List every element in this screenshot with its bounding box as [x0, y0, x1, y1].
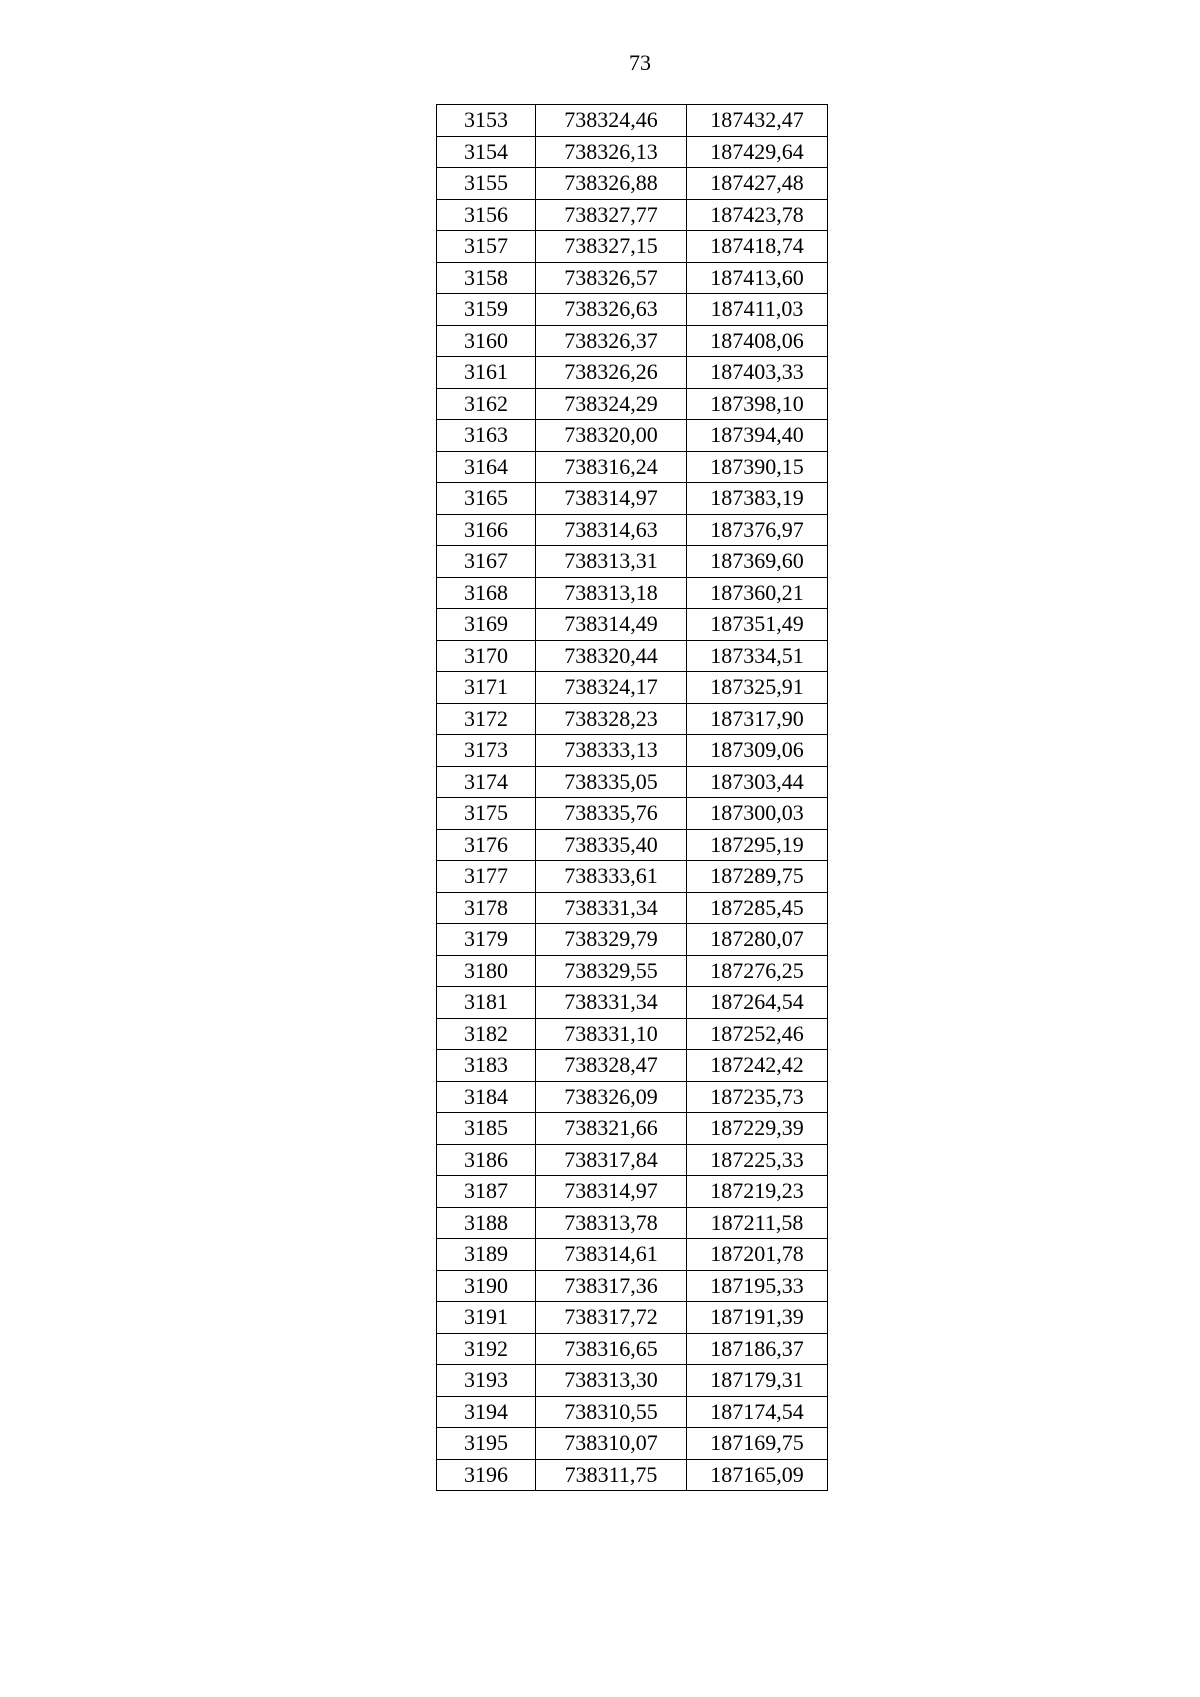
x-coordinate-cell: 738316,24	[536, 451, 687, 483]
y-coordinate-cell: 187408,06	[687, 325, 828, 357]
point-number-cell: 3192	[437, 1333, 536, 1365]
x-coordinate-cell: 738324,29	[536, 388, 687, 420]
point-number-cell: 3171	[437, 672, 536, 704]
y-coordinate-cell: 187195,33	[687, 1270, 828, 1302]
y-coordinate-cell: 187242,42	[687, 1050, 828, 1082]
x-coordinate-cell: 738327,77	[536, 199, 687, 231]
table-row	[437, 388, 828, 420]
point-number-cell: 3155	[437, 168, 536, 200]
table-row	[437, 609, 828, 641]
y-coordinate-cell: 187411,03	[687, 294, 828, 326]
table-row	[437, 1176, 828, 1208]
x-coordinate-cell: 738316,65	[536, 1333, 687, 1365]
point-number-cell: 3169	[437, 609, 536, 641]
point-number-cell: 3185	[437, 1113, 536, 1145]
table-row	[437, 325, 828, 357]
point-number-cell: 3162	[437, 388, 536, 420]
y-coordinate-cell: 187211,58	[687, 1207, 828, 1239]
x-coordinate-cell: 738329,55	[536, 955, 687, 987]
x-coordinate-cell: 738321,66	[536, 1113, 687, 1145]
table-row	[437, 1365, 828, 1397]
table-row	[437, 168, 828, 200]
point-number-cell: 3193	[437, 1365, 536, 1397]
y-coordinate-cell: 187383,19	[687, 483, 828, 515]
page-number: 73	[629, 50, 651, 75]
table-row	[437, 987, 828, 1019]
table-row	[437, 199, 828, 231]
point-number-cell: 3178	[437, 892, 536, 924]
x-coordinate-cell: 738326,37	[536, 325, 687, 357]
x-coordinate-cell: 738317,72	[536, 1302, 687, 1334]
table-row	[437, 231, 828, 263]
point-number-cell: 3157	[437, 231, 536, 263]
x-coordinate-cell: 738317,36	[536, 1270, 687, 1302]
table-row	[437, 357, 828, 389]
y-coordinate-cell: 187325,91	[687, 672, 828, 704]
y-coordinate-cell: 187418,74	[687, 231, 828, 263]
table-row	[437, 1239, 828, 1271]
table-row	[437, 105, 828, 137]
point-number-cell: 3191	[437, 1302, 536, 1334]
point-number-cell: 3188	[437, 1207, 536, 1239]
y-coordinate-cell: 187303,44	[687, 766, 828, 798]
point-number-cell: 3190	[437, 1270, 536, 1302]
x-coordinate-cell: 738311,75	[536, 1459, 687, 1491]
coordinates-table-body	[437, 105, 828, 1491]
point-number-cell: 3195	[437, 1428, 536, 1460]
y-coordinate-cell: 187186,37	[687, 1333, 828, 1365]
y-coordinate-cell: 187334,51	[687, 640, 828, 672]
y-coordinate-cell: 187235,73	[687, 1081, 828, 1113]
y-coordinate-cell: 187219,23	[687, 1176, 828, 1208]
x-coordinate-cell: 738335,40	[536, 829, 687, 861]
x-coordinate-cell: 738313,31	[536, 546, 687, 578]
table-row	[437, 514, 828, 546]
table-row	[437, 451, 828, 483]
y-coordinate-cell: 187165,09	[687, 1459, 828, 1491]
y-coordinate-cell: 187429,64	[687, 136, 828, 168]
table-row	[437, 1459, 828, 1491]
x-coordinate-cell: 738327,15	[536, 231, 687, 263]
point-number-cell: 3173	[437, 735, 536, 767]
point-number-cell: 3196	[437, 1459, 536, 1491]
y-coordinate-cell: 187423,78	[687, 199, 828, 231]
y-coordinate-cell: 187201,78	[687, 1239, 828, 1271]
y-coordinate-cell: 187285,45	[687, 892, 828, 924]
table-row	[437, 703, 828, 735]
table-row	[437, 1018, 828, 1050]
x-coordinate-cell: 738324,46	[536, 105, 687, 137]
y-coordinate-cell: 187300,03	[687, 798, 828, 830]
point-number-cell: 3181	[437, 987, 536, 1019]
table-row	[437, 1428, 828, 1460]
y-coordinate-cell: 187317,90	[687, 703, 828, 735]
point-number-cell: 3153	[437, 105, 536, 137]
y-coordinate-cell: 187179,31	[687, 1365, 828, 1397]
x-coordinate-cell: 738326,09	[536, 1081, 687, 1113]
x-coordinate-cell: 738313,18	[536, 577, 687, 609]
point-number-cell: 3165	[437, 483, 536, 515]
x-coordinate-cell: 738326,57	[536, 262, 687, 294]
y-coordinate-cell: 187369,60	[687, 546, 828, 578]
y-coordinate-cell: 187403,33	[687, 357, 828, 389]
x-coordinate-cell: 738320,00	[536, 420, 687, 452]
y-coordinate-cell: 187432,47	[687, 105, 828, 137]
table-row	[437, 1333, 828, 1365]
table-row	[437, 766, 828, 798]
x-coordinate-cell: 738333,13	[536, 735, 687, 767]
x-coordinate-cell: 738313,78	[536, 1207, 687, 1239]
point-number-cell: 3168	[437, 577, 536, 609]
y-coordinate-cell: 187360,21	[687, 577, 828, 609]
table-row	[437, 1270, 828, 1302]
x-coordinate-cell: 738314,49	[536, 609, 687, 641]
y-coordinate-cell: 187295,19	[687, 829, 828, 861]
point-number-cell: 3189	[437, 1239, 536, 1271]
x-coordinate-cell: 738314,63	[536, 514, 687, 546]
x-coordinate-cell: 738328,47	[536, 1050, 687, 1082]
y-coordinate-cell: 187229,39	[687, 1113, 828, 1145]
table-row	[437, 924, 828, 956]
point-number-cell: 3174	[437, 766, 536, 798]
point-number-cell: 3166	[437, 514, 536, 546]
point-number-cell: 3176	[437, 829, 536, 861]
y-coordinate-cell: 187191,39	[687, 1302, 828, 1334]
point-number-cell: 3177	[437, 861, 536, 893]
y-coordinate-cell: 187351,49	[687, 609, 828, 641]
x-coordinate-cell: 738310,55	[536, 1396, 687, 1428]
point-number-cell: 3159	[437, 294, 536, 326]
y-coordinate-cell: 187264,54	[687, 987, 828, 1019]
table-row	[437, 577, 828, 609]
point-number-cell: 3194	[437, 1396, 536, 1428]
y-coordinate-cell: 187174,54	[687, 1396, 828, 1428]
table-row	[437, 1144, 828, 1176]
point-number-cell: 3164	[437, 451, 536, 483]
table-row	[437, 1081, 828, 1113]
table-row	[437, 735, 828, 767]
y-coordinate-cell: 187252,46	[687, 1018, 828, 1050]
x-coordinate-cell: 738326,63	[536, 294, 687, 326]
x-coordinate-cell: 738314,97	[536, 1176, 687, 1208]
y-coordinate-cell: 187289,75	[687, 861, 828, 893]
point-number-cell: 3175	[437, 798, 536, 830]
point-number-cell: 3154	[437, 136, 536, 168]
point-number-cell: 3163	[437, 420, 536, 452]
table-row	[437, 1113, 828, 1145]
x-coordinate-cell: 738326,88	[536, 168, 687, 200]
table-row	[437, 420, 828, 452]
table-row	[437, 798, 828, 830]
table-row	[437, 1050, 828, 1082]
x-coordinate-cell: 738335,05	[536, 766, 687, 798]
x-coordinate-cell: 738331,34	[536, 987, 687, 1019]
x-coordinate-cell: 738329,79	[536, 924, 687, 956]
y-coordinate-cell: 187413,60	[687, 262, 828, 294]
y-coordinate-cell: 187309,06	[687, 735, 828, 767]
y-coordinate-cell: 187225,33	[687, 1144, 828, 1176]
y-coordinate-cell: 187276,25	[687, 955, 828, 987]
table-row	[437, 262, 828, 294]
x-coordinate-cell: 738314,61	[536, 1239, 687, 1271]
table-row	[437, 672, 828, 704]
table-row	[437, 640, 828, 672]
table-row	[437, 294, 828, 326]
coordinates-table	[436, 104, 828, 1491]
table-row	[437, 892, 828, 924]
point-number-cell: 3182	[437, 1018, 536, 1050]
x-coordinate-cell: 738335,76	[536, 798, 687, 830]
point-number-cell: 3156	[437, 199, 536, 231]
point-number-cell: 3172	[437, 703, 536, 735]
point-number-cell: 3184	[437, 1081, 536, 1113]
x-coordinate-cell: 738331,34	[536, 892, 687, 924]
point-number-cell: 3186	[437, 1144, 536, 1176]
x-coordinate-cell: 738328,23	[536, 703, 687, 735]
point-number-cell: 3161	[437, 357, 536, 389]
x-coordinate-cell: 738314,97	[536, 483, 687, 515]
x-coordinate-cell: 738331,10	[536, 1018, 687, 1050]
x-coordinate-cell: 738326,26	[536, 357, 687, 389]
point-number-cell: 3170	[437, 640, 536, 672]
y-coordinate-cell: 187169,75	[687, 1428, 828, 1460]
y-coordinate-cell: 187280,07	[687, 924, 828, 956]
table-row	[437, 483, 828, 515]
table-row	[437, 861, 828, 893]
table-row	[437, 1207, 828, 1239]
point-number-cell: 3179	[437, 924, 536, 956]
point-number-cell: 3180	[437, 955, 536, 987]
x-coordinate-cell: 738324,17	[536, 672, 687, 704]
table-row	[437, 1396, 828, 1428]
table-row	[437, 829, 828, 861]
y-coordinate-cell: 187394,40	[687, 420, 828, 452]
point-number-cell: 3167	[437, 546, 536, 578]
y-coordinate-cell: 187398,10	[687, 388, 828, 420]
x-coordinate-cell: 738326,13	[536, 136, 687, 168]
x-coordinate-cell: 738317,84	[536, 1144, 687, 1176]
point-number-cell: 3183	[437, 1050, 536, 1082]
y-coordinate-cell: 187390,15	[687, 451, 828, 483]
y-coordinate-cell: 187376,97	[687, 514, 828, 546]
y-coordinate-cell: 187427,48	[687, 168, 828, 200]
x-coordinate-cell: 738320,44	[536, 640, 687, 672]
table-row	[437, 955, 828, 987]
x-coordinate-cell: 738333,61	[536, 861, 687, 893]
point-number-cell: 3187	[437, 1176, 536, 1208]
table-row	[437, 546, 828, 578]
x-coordinate-cell: 738313,30	[536, 1365, 687, 1397]
x-coordinate-cell: 738310,07	[536, 1428, 687, 1460]
table-row	[437, 1302, 828, 1334]
point-number-cell: 3158	[437, 262, 536, 294]
table-row	[437, 136, 828, 168]
point-number-cell: 3160	[437, 325, 536, 357]
